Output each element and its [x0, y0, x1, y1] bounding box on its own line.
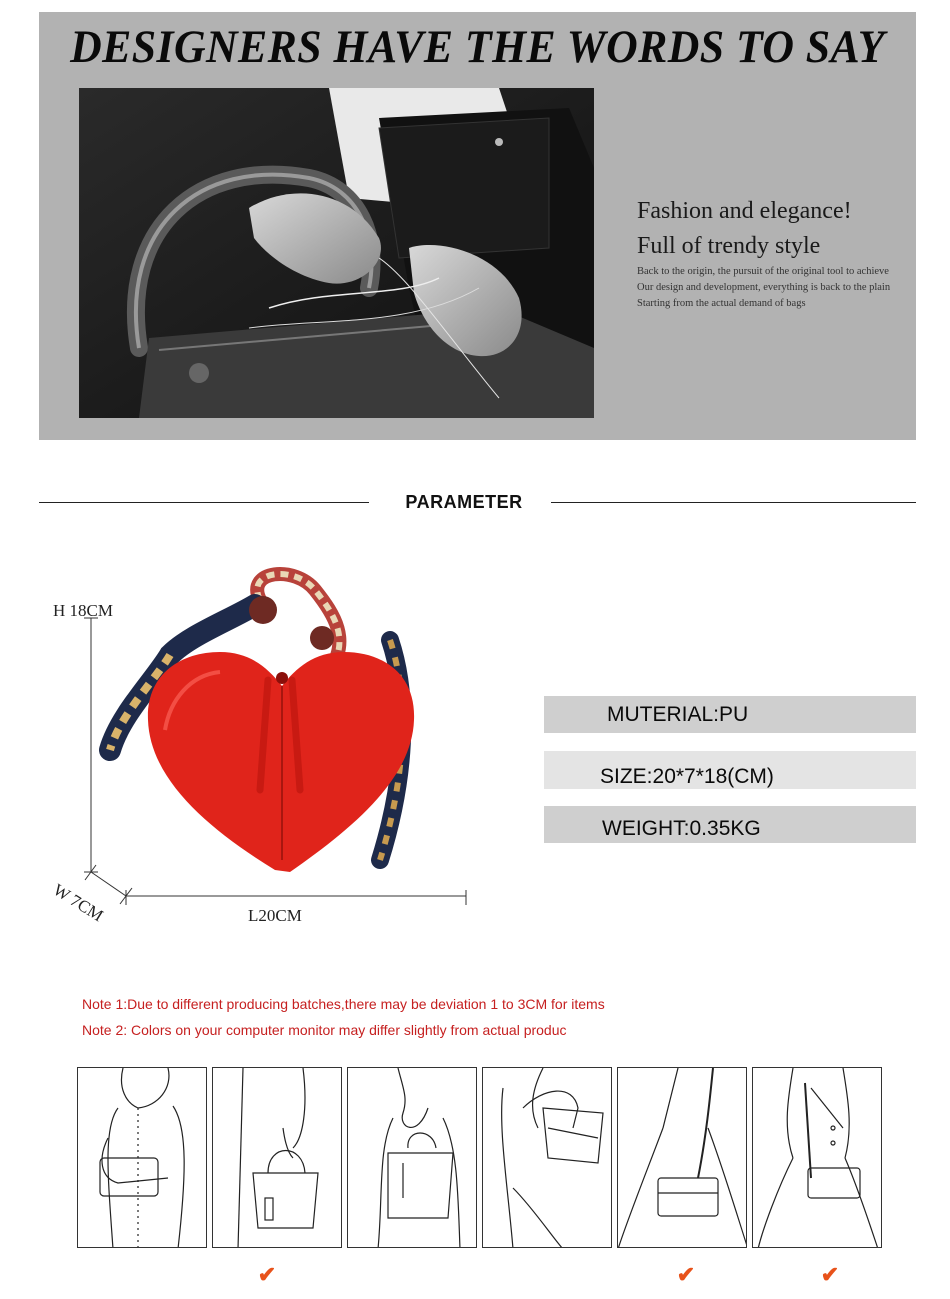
- craftsman-illustration: [79, 88, 594, 418]
- spec-weight: WEIGHT:0.35KG: [544, 806, 916, 843]
- banner-headline-2: Full of trendy style: [637, 233, 821, 259]
- banner-copy: [637, 194, 917, 312]
- height-label: H 18CM: [53, 601, 113, 620]
- note-1: Note 1:Due to different producing batches,there may be deviation 1 to 3CM for items: [82, 996, 605, 1012]
- heart-bag-product: [60, 560, 490, 940]
- banner-line-1: Back to the origin, the pursuit of the original tool to achieve: [637, 266, 889, 277]
- designer-banner: [39, 12, 916, 440]
- note-2: Note 2: Colors on your computer monitor may differ slightly from actual produc: [82, 1022, 567, 1038]
- parameter-title: PARAMETER: [405, 492, 523, 512]
- width-label: W 7CM: [49, 880, 107, 926]
- craftsman-photo: [79, 88, 594, 418]
- model-shoulder-bag-sketch: [483, 1068, 612, 1248]
- recommended-check-icon: ✔: [257, 1262, 277, 1287]
- model-shoulder-bag: [482, 1067, 612, 1248]
- recommended-check-icon: ✔: [676, 1262, 696, 1287]
- heart-bag-illustration: [60, 560, 490, 940]
- spec-material: MUTERIAL:PU: [544, 696, 916, 733]
- model-handbag-1: [212, 1067, 342, 1248]
- recommended-check-icon: ✔: [820, 1262, 840, 1287]
- divider-right: [551, 502, 916, 503]
- banner-title: DESIGNERS HAVE THE WORDS TO SAY: [70, 21, 885, 73]
- banner-headline-1: Fashion and elegance!: [637, 198, 852, 224]
- model-crossbody-1-sketch: [618, 1068, 747, 1248]
- spec-size: SIZE:20*7*18(CM): [544, 751, 916, 789]
- model-handbag-2: [347, 1067, 477, 1248]
- length-label: L20CM: [248, 906, 302, 925]
- banner-line-2: Our design and development, everything is back to the plain: [637, 282, 891, 293]
- model-crossbody-2-sketch: [753, 1068, 882, 1248]
- model-handbag-2-sketch: [348, 1068, 477, 1248]
- model-crossbody-1: [617, 1067, 747, 1248]
- model-clutch-sketch: [78, 1068, 207, 1248]
- model-crossbody-2: [752, 1067, 882, 1248]
- model-handbag-1-sketch: [213, 1068, 342, 1248]
- banner-line-3: Starting from the actual demand of bags: [637, 298, 806, 309]
- divider-left: [39, 502, 369, 503]
- model-clutch: [77, 1067, 207, 1248]
